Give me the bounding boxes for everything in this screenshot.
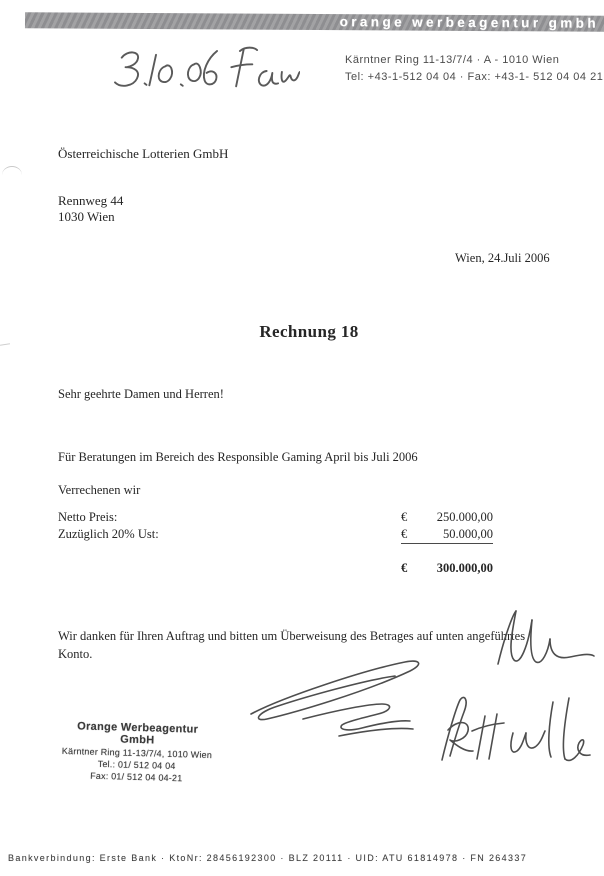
body-subject-line: Für Beratungen im Bereich des Responsible Gaming April bis Juli 2006: [58, 450, 418, 464]
signature-scribble-right-top: [492, 604, 598, 686]
company-brand-text: orange werbeagentur gmbh: [339, 14, 600, 31]
stamp-company-name: Orange Werbeagentur GmbH: [77, 720, 199, 747]
handwritten-date-note: [95, 40, 300, 107]
vat-value: [401, 527, 493, 544]
letterhead-bar: [25, 12, 604, 32]
currency-symbol: €: [401, 510, 408, 524]
currency-symbol: €: [401, 561, 408, 575]
total-amount: 300.000,00: [436, 561, 493, 575]
stamp-tel: Tel.: 01/ 512 04 04: [97, 758, 176, 772]
recipient-block: [58, 146, 228, 225]
closing-paragraph: Wir danken für Ihren Auftrag und bitten um Überweisung des Betrages auf unten angeführtes Konto.: [58, 629, 526, 661]
date-line: Wien, 24.Juli 2006: [455, 251, 550, 265]
stamp-address: Kärntner Ring 11-13/7/4, 1010 Wien: [61, 745, 213, 761]
body-intro-line: Verrechenen wir: [58, 483, 141, 497]
net-price-label: Netto Preis:: [58, 510, 118, 524]
signature-scribble-right-bottom: [428, 690, 600, 778]
sender-phone-line: Tel: +43-1-512 04 04 · Fax: +43-1- 512 04 04 21: [345, 71, 604, 83]
recipient-street: Rennweg 44: [58, 193, 124, 208]
recipient-city: 1030 Wien: [58, 209, 115, 224]
scan-artifact: [0, 343, 10, 345]
stamp-fax: Fax: 01/ 512 04 04-21: [90, 770, 183, 784]
net-price-value: [401, 510, 493, 525]
salutation: Sehr geehrte Damen und Herren!: [58, 387, 224, 401]
document-title: Rechnung 18: [259, 322, 359, 341]
currency-symbol: €: [401, 527, 408, 541]
total-value: [401, 561, 493, 576]
company-stamp: [57, 720, 217, 785]
vat-amount: 50.000,00: [443, 527, 493, 541]
scan-artifact: [2, 166, 22, 175]
bank-details-footer: Bankverbindung: Erste Bank · KtoNr: 28456192300 · BLZ 20111 · UID: ATU 61814978 · FN 264337: [8, 853, 528, 863]
net-price-amount: 250.000,00: [436, 510, 493, 524]
recipient-name: Österreichische Lotterien GmbH: [58, 146, 229, 161]
vat-label: Zuzüglich 20% Ust:: [58, 527, 159, 541]
sender-address-block: [345, 52, 603, 86]
handwriting-strokes: [95, 40, 300, 102]
signature-scribble-center: [243, 652, 431, 744]
sender-address-line: Kärntner Ring 11-13/7/4 · A - 1010 Wien: [345, 54, 560, 66]
